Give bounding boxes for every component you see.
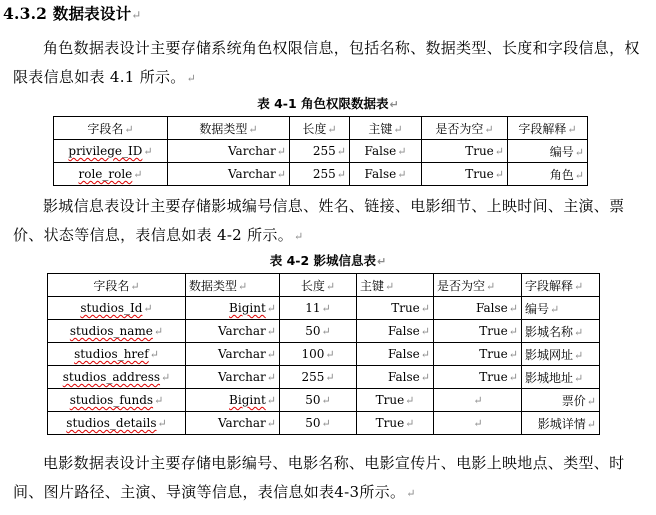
- header-cell: 长度↵: [290, 117, 350, 140]
- table1-caption: 表 4-1 角色权限数据表↵: [257, 96, 399, 111]
- header-cell: 字段名↵: [54, 117, 168, 140]
- paragraph-mark-icon: ↵: [294, 230, 304, 243]
- header-cell: 数据类型↵: [168, 117, 290, 140]
- table-row: studios_Id↵ Bigint↵ 11↵ True↵ False↵ 编号↵: [48, 297, 600, 320]
- table-row: studios_address↵ Varchar↵ 255↵ False↵ True↵ 影城地址↵: [48, 366, 600, 389]
- table-row: studios_details↵ Varchar↵ 50↵ True↵ ↵ 影城详情↵: [48, 412, 600, 435]
- studio-info-table: [47, 273, 600, 435]
- section-number: 4.3.2: [3, 4, 48, 23]
- paragraph-movie-table: 电影数据表设计主要存储电影编号、电影名称、电影宣传片、电影上映地点、类型、时间、图片路径、主演、导演等信息，表信息如表4-3所示。↵: [13, 454, 625, 501]
- header-cell: 字段解释↵: [508, 117, 588, 140]
- paragraph-studio-table: 影城信息表设计主要存储影城编号信息、姓名、链接、电影细节、上映时间、主演、票价、状态等信息，表信息如表 4-2 所示。↵: [13, 197, 625, 244]
- role-permission-table: [53, 116, 588, 186]
- paragraph-mark-icon: ↵: [186, 72, 197, 85]
- table-row: studios_name↵ Varchar↵ 50↵ False↵ True↵ 影城名称↵: [48, 320, 600, 343]
- table-row: studios_funds↵ Bigint↵ 50↵ True↵ ↵ 票价↵: [48, 389, 600, 412]
- paragraph-mark-icon: ↵: [131, 8, 142, 22]
- paragraph-role-table: 角色数据表设计主要存储系统角色权限信息，包括名称、数据类型、长度和字段信息，权限表信息如表 4.1 所示。↵: [13, 39, 640, 86]
- paragraph-mark-icon: ↵: [406, 487, 416, 500]
- table-header-row: 字段名↵ 数据类型↵ 长度↵ 主键↵ 是否为空↵ 字段解释↵: [48, 274, 600, 297]
- header-cell: 是否为空↵: [422, 117, 508, 140]
- table-row: role_role↵ Varchar↵ 255↵ False↵ True↵ 角色↵: [54, 163, 588, 186]
- table-header-row: [54, 117, 588, 140]
- table-row: studios_href↵ Varchar↵ 100↵ False↵ True↵ 影城网址↵: [48, 343, 600, 366]
- section-title: 数据表设计: [52, 4, 132, 23]
- section-heading: [3, 2, 142, 24]
- table2-caption: 表 4-2 影城信息表↵: [269, 253, 387, 268]
- header-cell: 主键↵: [350, 117, 422, 140]
- table-row: privilege_ID↵ Varchar↵ 255↵ False↵ True↵ 编号↵: [54, 140, 588, 163]
